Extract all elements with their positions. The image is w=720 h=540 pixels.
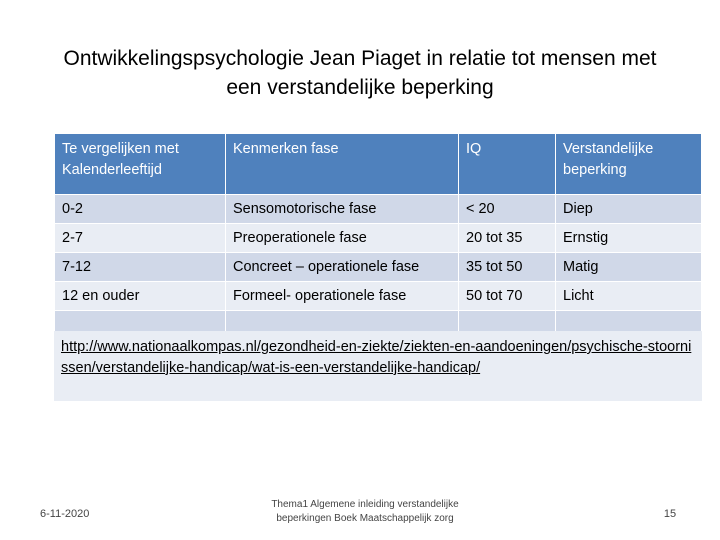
cell-age: 2-7 <box>55 224 226 253</box>
cell-age: 7-12 <box>55 253 226 282</box>
cell-iq: < 20 <box>459 195 556 224</box>
cell-phase: Preoperationele fase <box>226 224 459 253</box>
cell-phase: Sensomotorische fase <box>226 195 459 224</box>
header-cell-age: Te vergelijken met Kalenderleeftijd <box>55 134 226 195</box>
header-cell-iq: IQ <box>459 134 556 195</box>
cell-disability: Licht <box>556 282 702 311</box>
footer-date: 6-11-2020 <box>40 508 90 520</box>
source-link[interactable]: http://www.nationaalkompas.nl/gezondheid-en-ziekte/ziekten-en-aandoeningen/psychische-stoornissen/verstandelijke-handicap/wat-is-een-verstandelijke-handicap/ <box>61 339 692 376</box>
footer-course-line-1: Thema1 Algemene inleiding verstandelijke <box>271 499 459 510</box>
cell-disability: Diep <box>556 195 702 224</box>
header-cell-phase: Kenmerken fase <box>226 134 459 195</box>
piaget-comparison-table <box>54 133 702 338</box>
cell-age: 12 en ouder <box>55 282 226 311</box>
slide-title-line-2: een verstandelijke beperking <box>226 76 494 99</box>
slide-title <box>30 44 690 102</box>
cell-iq: 35 tot 50 <box>459 253 556 282</box>
cell-phase: Formeel- operationele fase <box>226 282 459 311</box>
footer-course-line-2: beperkingen Boek Maatschappelijk zorg <box>276 513 454 524</box>
footer-course-title <box>245 498 485 526</box>
table-row <box>55 282 702 311</box>
cell-iq: 20 tot 35 <box>459 224 556 253</box>
page-number: 15 <box>663 508 677 520</box>
header-cell-disability: Verstandelijke beperking <box>556 134 702 195</box>
table-row <box>55 195 702 224</box>
source-link-row <box>54 331 702 401</box>
slide-title-line-1: Ontwikkelingspsychologie Jean Piaget in relatie tot mensen met <box>63 47 657 70</box>
table-row <box>55 224 702 253</box>
cell-disability: Ernstig <box>556 224 702 253</box>
cell-disability: Matig <box>556 253 702 282</box>
cell-age: 0-2 <box>55 195 226 224</box>
table-header-row <box>55 134 702 195</box>
cell-iq: 50 tot 70 <box>459 282 556 311</box>
cell-phase: Concreet – operationele fase <box>226 253 459 282</box>
table-row <box>55 253 702 282</box>
